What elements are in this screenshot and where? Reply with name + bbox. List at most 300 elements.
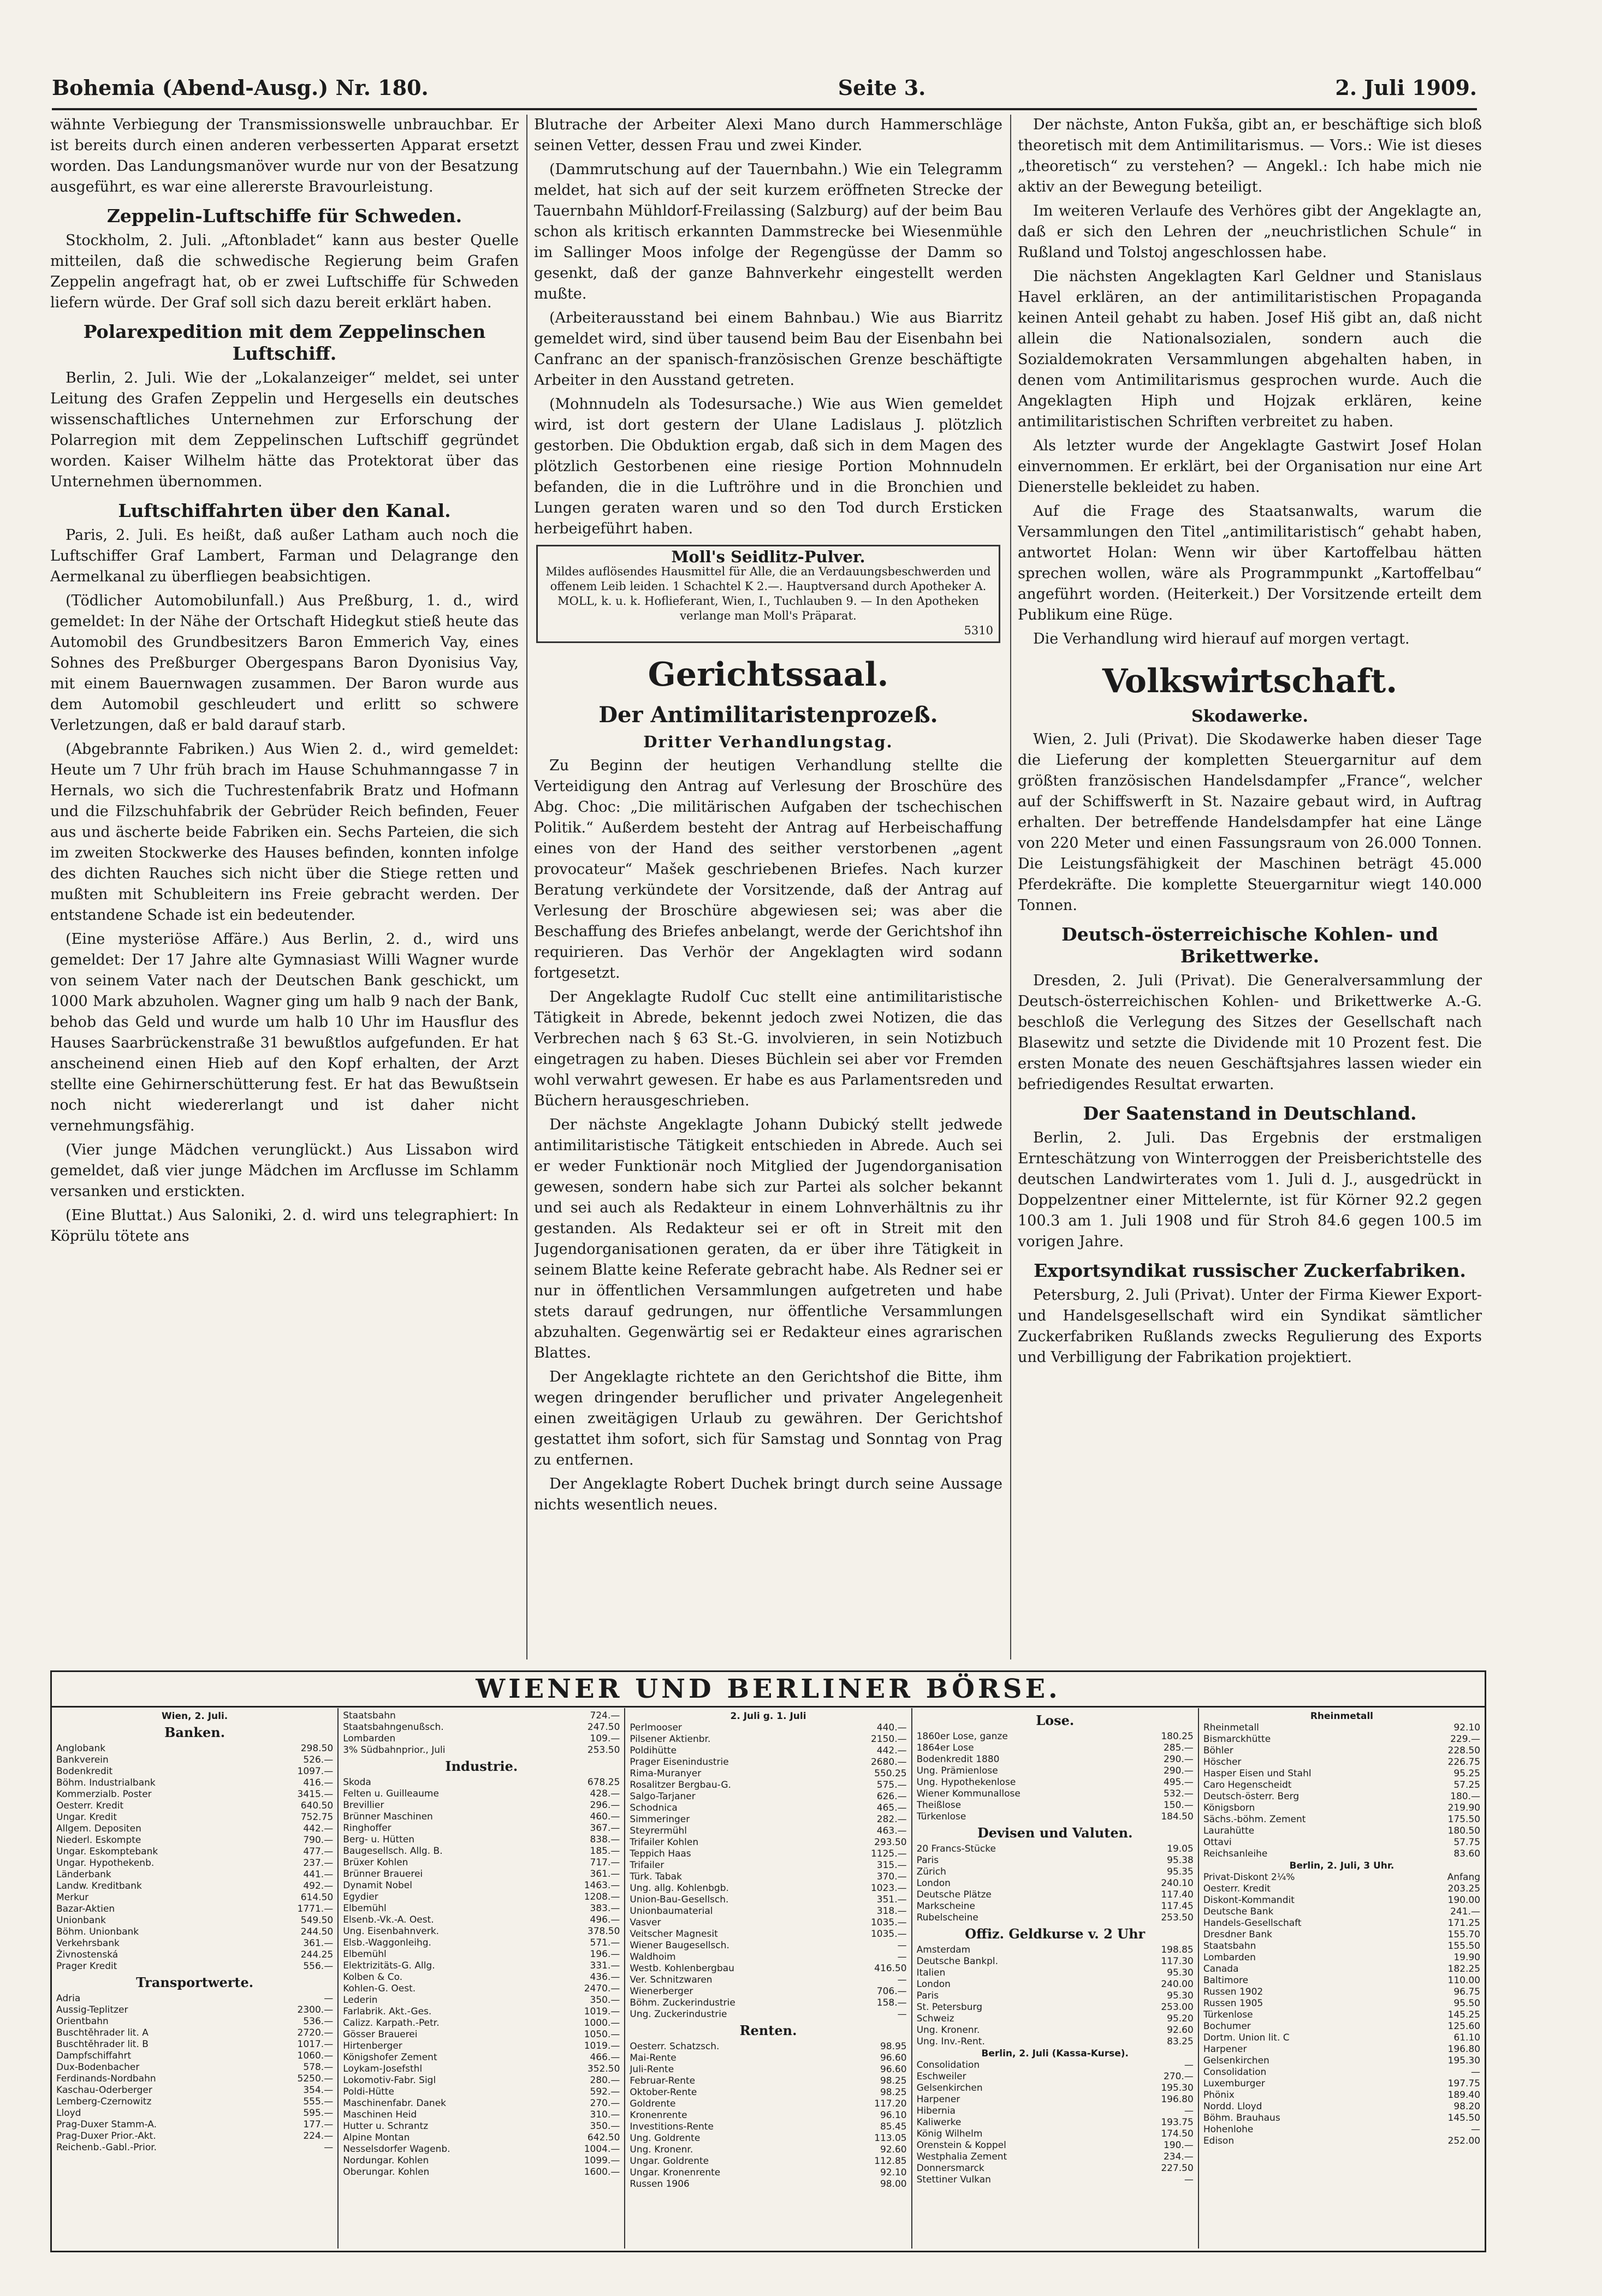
quote-row [56,1777,333,1789]
quote-name: Schodnica [630,1803,678,1813]
quote-name: Bodenkredit 1880 [916,1754,1000,1765]
quote-value: 351.— [876,1894,907,1905]
quote-name: Lederin [343,1995,378,2006]
quote-value: 838.— [590,1834,620,1845]
quote-row [343,1733,620,1745]
quote-name: Diskont-Kommandit [1203,1895,1295,1906]
quote-value: 578.— [303,2062,334,2073]
quote-name: Kommerzialb. Poster [56,1789,152,1800]
quote-row [343,2018,620,2029]
quote-name: Ung. Goldrente [630,2133,701,2144]
quote-row [630,1986,906,1997]
quote-name: Brüxer Kohlen [343,1857,408,1868]
quote-row [917,2151,1194,2163]
quote-value: 145.50 [1447,2113,1481,2123]
quote-row [56,1812,333,1823]
boerse-subheading: Industrie. [445,1758,518,1774]
quote-name: Staatsbahngenußsch. [343,1722,444,1733]
quote-row [56,2004,333,2016]
quote-row [343,1823,620,1834]
quote-name: Dresdner Bank [1203,1929,1272,1940]
quote-value: 1019.— [584,2041,620,2051]
quote-name: Felten u. Guilleaume [343,1788,439,1799]
boerse-column-5 [1199,1708,1485,2249]
quote-name: London [916,1878,951,1889]
quote-value: 175.50 [1447,1814,1481,1825]
quote-row [630,1952,906,1963]
article-text: Zu Beginn der heutigen Verhandlung stellte die Verteidigung den Antrag auf Verlesung der Broschüre des Abg. Choc: „Die militärischen Aufgaben der tschechischen Politik.“ Außerdem besteht der Antrag auf Herbeischaffung eines von der Hand des seither verstorbenen „agent provocateur“ Mašek geschriebenen Briefes. Nach kurzer Beratung verkündete der Vorsitzende, daß der Antrag auf Verlesung der Broschüre abgewiesen sei; was aber die Beschaffung des Briefes anbelangt, werde der Gerichtshof ihn requirieren. Das Verhör der Angeklagten wird sodann fortgesetzt. [534,757,1002,982]
quote-row [56,1869,333,1881]
quote-value: 197.75 [1447,2078,1481,2089]
quote-value: 117.20 [874,2098,907,2109]
quote-row [56,1846,333,1858]
quote-value: 57.75 [1453,1837,1481,1848]
quote-row [56,2108,333,2119]
quote-value: 5250.— [297,2073,334,2084]
quote-row [1203,1895,1480,1906]
quote-value: 145.25 [1447,2009,1481,2020]
quote-row [630,1722,906,1734]
quote-name: Lombarden [343,1733,396,1744]
quote-name: Ottavi [1203,1837,1232,1848]
quote-value: 463.— [876,1825,907,1836]
quote-name: Loykam-Josefsthl [343,2063,423,2074]
quote-value: 440.— [876,1722,907,1733]
quote-name: Ungar. Hypothekenb. [56,1858,155,1869]
quote-row [917,1944,1194,1956]
quote-name: 3% Südbahnprior., Juli [343,1745,446,1756]
quote-name: Trifailer Kohlen [630,1837,699,1848]
quote-row [1203,2032,1480,2044]
quote-value: 752.75 [300,1812,334,1823]
article-text: Der Angeklagte richtete an den Gerichtshof die Bitte, ihm wegen dringender beruflicher und privater Angelegenheit einen zweitägigen Urlaub zu gewähren. Der Gerichtshof gestattet ihm sofort, sich für Samstag und Sonntag von Prag zu entfernen. [534,1369,1002,1468]
article-text: Berlin, 2. Juli. Wie der „Lokalanzeiger“ meldet, sei unter Leitung des Grafen Zeppelin und Hergesells ein deutsches wissenschaftliches Unternehmen zur Erforschung der Polarregion mit dem Zeppelinschen Luftschiff gegründet worden. Kaiser Wilhelm hätte das Protektorat über das Unternehmen übernommen. [50,370,519,490]
quote-row [917,2002,1194,2013]
quote-row [56,1766,333,1777]
quote-value: 526.— [303,1754,334,1765]
quote-value: 180.50 [1447,1825,1481,1836]
quote-value: 724.— [590,1710,620,1721]
quote-row [1203,2067,1480,2078]
quote-name: Consolidation [916,2060,980,2071]
quote-name: Simmeringer [630,1814,690,1825]
quote-name: Anglobank [56,1743,106,1754]
quote-row [630,2179,906,2190]
quote-name: Hohenlohe [1203,2124,1254,2135]
quote-value: 642.50 [587,2132,620,2143]
quote-row [343,2006,620,2018]
quote-row [343,2041,620,2052]
quote-value: 95.35 [1167,1866,1194,1877]
quote-value: 350.— [590,2121,620,2132]
quote-row [1203,1998,1480,2009]
article-text: Im weiteren Verlaufe des Verhöres gibt der Angeklagte an, daß er sich den Lehren der „neuchristlichen Schule“ in Rußland und Tolstoj angeschlossen habe. [1018,203,1482,261]
quote-value: 460.— [590,1811,620,1822]
quote-name: Türk. Tabak [630,1871,682,1882]
quote-name: Skoda [343,1777,371,1788]
quote-row [1203,1952,1480,1964]
quote-value: — [897,1952,907,1962]
quote-value: 98.25 [880,2087,907,2098]
quote-row [1203,1814,1480,1825]
quote-value: 253.00 [1161,2002,1194,2013]
quote-row [630,1974,906,1986]
quote-name: Baltimore [1203,1975,1249,1986]
quote-row [1203,2113,1480,2124]
quote-value: 640.50 [300,1800,334,1811]
quote-value: 227.50 [1161,2163,1194,2174]
quote-name: Prager Kredit [56,1961,117,1972]
quote-row [917,1956,1194,1967]
quote-value: 1035.— [870,1929,907,1940]
quote-value: 219.90 [1447,1803,1481,1813]
quote-value: 556.— [303,1961,334,1972]
article-text: (Arbeiterausstand bei einem Bahnbau.) Wie aus Biarritz gemeldet wird, sind über tausend beim Bau der Eisenbahn bei Canfranc an der spanisch-französischen Grenze beschäftigte Arbeiter in den Ausstand getreten. [534,310,1002,389]
quote-name: Bismarckhütte [1203,1734,1271,1745]
quote-name: Staatsbahn [343,1710,396,1721]
quote-value: 253.50 [587,1745,620,1756]
quote-name: Edison [1203,2136,1235,2146]
quote-row [1203,1837,1480,1848]
quote-row [56,1754,333,1766]
quote-name: Lemberg-Czernowitz [56,2096,152,2107]
quote-row [56,1823,333,1835]
quote-name: Bazar-Aktien [56,1904,115,1914]
quote-value: 378.50 [587,1926,620,1937]
quote-row [56,2119,333,2131]
quote-row [917,2117,1194,2128]
quote-value: 555.— [303,2096,334,2107]
quote-row [917,2083,1194,2094]
article-text: Der Angeklagte Rudolf Cuc stellt eine antimilitaristische Tätigkeit in Abrede, bekennt jedoch zwei Notizen, die das Verbrechen nach § 63 St.-G. involvieren, in sein Notizbuch eingetragen zu haben. Dieses Büchlein sei aber vor Fremden wohl verwahrt gewesen. Er habe es aus Parlamentsreden und Büchern herausgeschrieben. [534,989,1002,1109]
quote-row [56,2073,333,2085]
article-text: wähnte Verbiegung der Transmissionswelle unbrauchbar. Er ist bereits durch einen anderen verbesserten Apparat ersetzt worden. Das Landungsmanöver wurde nur von der Besatzung ausgeführt, es war eine allererste Bravourleistung. [50,116,519,195]
quote-row [630,1997,906,2009]
quote-name: Privat-Diskont 2¼% [1203,1872,1295,1883]
quote-value: 190.00 [1447,1895,1481,1906]
quote-value: 253.50 [1161,1912,1194,1923]
quote-value: 285.— [1163,1742,1194,1753]
quote-name: Goldrente [630,2098,676,2109]
quote-name: Perlmooser [630,1722,682,1733]
quote-value: 614.50 [300,1892,334,1903]
column-3 [1018,115,1482,1665]
quote-row [56,1743,333,1754]
quote-name: Rheinmetall [1203,1722,1259,1733]
quote-name: Harpener [916,2094,960,2105]
quote-value: 92.60 [1167,2025,1194,2036]
quote-value: 83.60 [1453,1848,1481,1859]
quote-name: Stettiner Vulkan [916,2174,991,2185]
quote-value: 549.50 [300,1915,334,1926]
quote-name: Paris [916,1990,939,2001]
quote-row [343,2052,620,2063]
quote-name: Februar-Rente [630,2075,696,2086]
boerse-subheading: Lose. [1036,1712,1075,1728]
masthead [52,75,1477,110]
quote-name: Paris [916,1855,939,1866]
quote-value: 95.50 [1453,1998,1481,2009]
quote-value: 1017.— [297,2039,334,2050]
quote-name: Ung. Inv.-Rent. [916,2036,985,2047]
ad-text: Mildes auflösendes Hausmittel für Alle, die an Verdauungsbeschwerden und offenem Leib leiden. 1 Schachtel K 2.—. Hauptversand durch Apotheker A. MOLL, k. u. k. Hoflieferant, Wien, I., Tuchlauben 9. — In den Apotheken verlange man Moll's Präparat. [545,565,991,622]
quote-name: Ungar. Eskomptebank [56,1846,158,1857]
boerse-column-2 [339,1708,625,2249]
quote-value: 2150.— [870,1734,907,1745]
quote-name: Prag-Duxer Stamm-A. [56,2119,157,2130]
quote-name: Ver. Schnitzwaren [630,1974,713,1985]
quote-value: 98.25 [880,2075,907,2086]
quote-row [1203,2009,1480,2021]
quote-value: 234.— [1163,2151,1194,2162]
article-text: Dresden, 2. Juli (Privat). Die Generalversammlung der Deutsch-österreichischen Kohlen- und Brikettwerke A.-G. beschloß die Verlegung des Sitzes der Gesellschaft nach Blasewitz und setzte die Dividende mit 10 Prozent fest. Die ersten Monate des neuen Geschäftsjahres lassen wieder ein befriedigendes Resultat erwarten. [1018,972,1482,1093]
quote-value: 98.00 [880,2179,907,2190]
quote-value: 117.45 [1161,1901,1194,1912]
quote-row [343,1722,620,1733]
quote-name: Handels-Gesellschaft [1203,1918,1302,1929]
quote-name: Ungar. Goldrente [630,2156,709,2167]
quote-row [630,1768,906,1780]
quote-value: 184.50 [1161,1811,1194,1822]
quote-name: Unionbaumaterial [630,1906,713,1917]
quote-value: — [1471,2124,1481,2135]
quote-row [630,1745,906,1757]
quote-value: 280.— [590,2075,620,2086]
quote-row [1203,2021,1480,2032]
article-text: Die Verhandlung wird hierauf auf morgen vertagt. [1033,630,1410,647]
quote-name: Kronenrente [630,2110,687,2121]
quote-name: Eschweiler [916,2071,966,2082]
quote-row [1203,1883,1480,1895]
quote-row [343,1983,620,1995]
quote-value: 112.85 [874,2156,907,2167]
quote-row [917,1731,1194,1742]
quote-name: Ferdinands-Nordbahn [56,2073,156,2084]
quote-value: 550.25 [874,1768,907,1779]
quote-value: 96.75 [1453,1986,1481,1997]
quote-row [56,2039,333,2050]
quote-name: Ung. Kronenr. [916,2025,980,2036]
quote-row [56,1858,333,1869]
quote-row [630,1860,906,1871]
quote-value: 117.40 [1161,1889,1194,1900]
quote-name: Živnostenská [56,1949,118,1960]
quote-row [917,1901,1194,1912]
quote-row [630,1734,906,1745]
quote-name: Ung. Prämienlose [916,1765,998,1776]
quote-row [1203,2044,1480,2055]
quote-value: 224.— [303,2131,334,2142]
quote-value: 196.80 [1161,2094,1194,2105]
quote-value: 270.— [1163,2071,1194,2082]
boerse-subheading: Offiz. Geldkurse v. 2 Uhr [965,1926,1146,1942]
masthead-page: Seite 3. [838,75,926,100]
quote-value: 244.50 [300,1926,334,1937]
quote-row [56,1915,333,1926]
quote-value: — [324,2142,334,2153]
quote-name: Nesselsdorfer Wagenb. [343,2144,450,2155]
quote-name: Maschinenfabr. Danek [343,2098,447,2109]
quote-row [1203,1929,1480,1941]
quote-value: 466.— [590,2052,620,2063]
quote-name: Höscher [1203,1757,1242,1768]
quote-row [343,1972,620,1983]
quote-name: 1860er Lose, ganze [916,1731,1008,1742]
quote-value: 293.50 [874,1837,907,1848]
quote-value: 198.85 [1161,1944,1194,1955]
quote-value: 189.40 [1447,2090,1481,2101]
quote-name: Veitscher Magnesit [630,1929,718,1940]
quote-row [630,1825,906,1837]
quote-name: Calizz. Karpath.-Petr. [343,2018,440,2029]
quote-value: 1097.— [297,1766,334,1777]
quote-value: 19.05 [1167,1843,1194,1854]
article-headline: Luftschiffahrten über den Kanal. [118,500,451,521]
quote-name: London [916,1979,951,1990]
quote-name: Poldihütte [630,1745,677,1756]
quote-name: Brünner Maschinen [343,1811,433,1822]
quote-row [56,1800,333,1812]
quote-row [56,1961,333,1972]
quote-name: Union-Bau-Gesellsch. [630,1894,729,1905]
quote-row [343,2109,620,2121]
quote-row [1203,1757,1480,1768]
quote-value: 495.— [1163,1777,1194,1788]
quote-row [343,2132,620,2144]
quote-row [343,1846,620,1857]
article-headline: Der Antimilitaristenprozeß. [598,702,938,728]
quote-name: Staatsbahn [1203,1941,1256,1952]
quote-row [917,1878,1194,1889]
article-text: (Eine Bluttat.) Aus Saloniki, 2. d. wird uns telegraphiert: In Köprülu tötete ans [50,1207,519,1245]
boerse-column-4 [912,1708,1199,2249]
quote-name: Luxemburger [1203,2078,1265,2089]
article-text: (Vier junge Mädchen verunglückt.) Aus Lissabon wird gemeldet, daß vier junge Mädchen im Arcflusse im Schlamm versanken und erstickten. [50,1141,519,1200]
quote-value: 83.25 [1167,2036,1194,2047]
quote-value: 92.60 [880,2144,907,2155]
quote-name: Westphalia Zement [916,2151,1007,2162]
quote-value: 1035.— [870,1917,907,1928]
quote-value: 442.— [303,1823,334,1834]
quote-name: Russen 1906 [630,2179,690,2190]
quote-name: Lombarden [1203,1952,1256,1963]
quote-row [917,2174,1194,2186]
quote-row [630,2156,906,2167]
quote-value: 354.— [303,2085,334,2096]
quote-value: 1060.— [297,2050,334,2061]
quote-row [630,2053,906,2064]
quote-value: 595.— [303,2108,334,2119]
quote-value: 290.— [1163,1765,1194,1776]
quote-row [56,1993,333,2004]
quote-row [630,2110,906,2121]
quote-value: 185.— [590,1846,620,1857]
quote-name: Böhm. Brauhaus [1203,2113,1280,2123]
quote-row [1203,1848,1480,1860]
quote-name: Oesterr. Kredit [1203,1883,1271,1894]
quote-row [343,1710,620,1722]
quote-value: 298.50 [300,1743,334,1754]
quote-value: 95.38 [1167,1855,1194,1866]
quote-row [343,1834,620,1846]
quote-row [630,1929,906,1940]
column-divider [526,115,527,1659]
article-text: Die nächsten Angeklagten Karl Geldner und Stanislaus Havel erklären, an der antimilitaristischen Propaganda keinen Anteil gehabt zu haben. Josef Hiš gibt an, daß nicht allein die Nationalsozialen, sondern auch die Sozialdemokraten Versammlungen abgehalten haben, in denen vom Antimilitarismus gesprochen wurde. Auch die Angeklagten Hiph und Hojzak erklären, keine antimilitaristischen Schriften verbreitet zu haben. [1018,268,1482,430]
quote-value: 155.70 [1447,1929,1481,1940]
quote-name: Alpine Montan [343,2132,410,2143]
quote-value: 195.30 [1161,2083,1194,2093]
quote-name: Kolben & Co. [343,1972,403,1983]
quote-value: 85.45 [880,2121,907,2132]
quote-name: Juli-Rente [630,2064,674,2075]
quote-name: Farlabrik. Akt.-Ges. [343,2006,432,2017]
quote-row [630,2009,906,2020]
quote-name: Zürich [916,1866,946,1877]
quote-row [917,1979,1194,1990]
quote-row [1203,2055,1480,2067]
masthead-date: 2. Juli 1909. [1335,75,1477,100]
quote-name: Hasper Eisen und Stahl [1203,1768,1312,1779]
quote-name: Gelsenkirchen [1203,2055,1269,2066]
quote-row [1203,1780,1480,1791]
quote-value: 290.— [1163,1754,1194,1765]
quote-name: Elsenb.-Vk.-A. Oest. [343,1914,434,1925]
quote-value: Anfang [1447,1872,1481,1883]
quote-row [917,1843,1194,1855]
quote-row [630,1906,906,1917]
quote-row [56,1835,333,1846]
article-text: Als letzter wurde der Angeklagte Gastwirt Josef Holan einvernommen. Er erklärt, bei der Organisation nur eine Art Dienerstelle bekleidet zu haben. [1018,437,1482,496]
quote-row [1203,1941,1480,1952]
quote-row [1203,2101,1480,2113]
quote-name: Gösser Brauerei [343,2029,418,2040]
quote-row [56,2142,333,2154]
quote-row [1203,1791,1480,1803]
quote-name: Consolidation [1203,2067,1267,2078]
article-text: Auf die Frage des Staatsanwalts, warum die Versammlungen den Titel „antimilitaristisch“ gehabt haben, antwortet Holan: Wenn wir über Kartoffelbau hätten sprechen wollen, wäre als Programmpunkt „Kartoffelbau“ angeführt worden. (Heiterkeit.) Der Vorsitzende erteilt dem Publikum eine Rüge. [1018,503,1482,623]
quote-row [56,2050,333,2062]
quote-row [630,1814,906,1825]
quote-value: 1023.— [870,1883,907,1894]
quote-row [630,1803,906,1814]
quote-row [630,1940,906,1952]
quote-row [1203,1825,1480,1837]
quote-value: 1771.— [297,1904,334,1914]
quote-value: 2470.— [584,1983,620,1994]
quote-row [343,2155,620,2167]
quote-name: Allgem. Depositen [56,1823,141,1834]
quote-name: Markscheine [916,1901,975,1912]
quote-value: 1000.— [584,2018,620,2029]
quote-value: — [897,1974,907,1985]
quote-value: 92.10 [1453,1722,1481,1733]
quote-name: Böhm. Unionbank [56,1926,139,1937]
quote-row [56,2016,333,2027]
quote-row [56,2085,333,2096]
quote-value: 96.60 [880,2053,907,2063]
quote-row [343,1800,620,1811]
quote-row [630,1883,906,1894]
quote-value: 2680.— [870,1757,907,1768]
ad-title: Moll's Seidlitz-Pulver. [671,548,865,566]
quote-name: Orientbahn [56,2016,109,2027]
quote-row [343,1937,620,1949]
quote-name: Gelsenkirchen [916,2083,983,2093]
boerse-subheading: Renten. [739,2023,797,2038]
article-headline: Polarexpedition mit dem Zeppelinschen Luftschiff. [83,321,486,364]
quote-name: Deutsch-österr. Berg [1203,1791,1300,1802]
quote-row [917,1777,1194,1788]
